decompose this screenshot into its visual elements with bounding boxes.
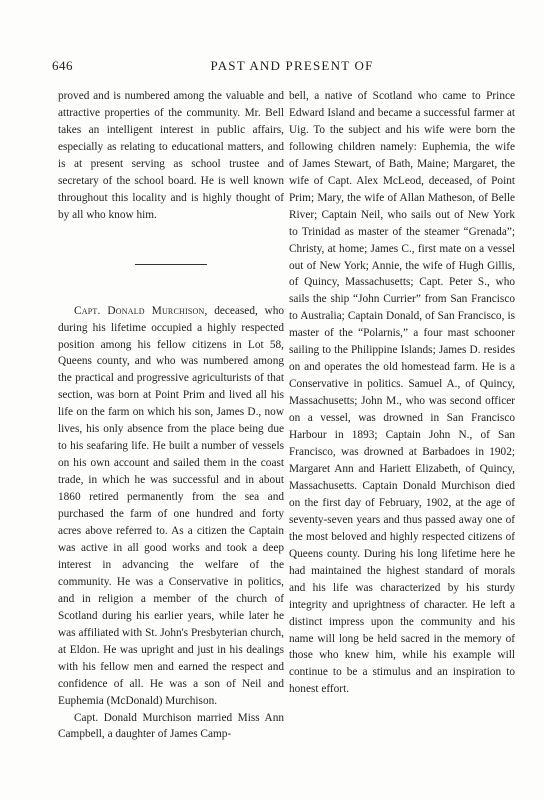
biography-body-text: deceased, who during his lifetime occupied a highly respected position among his fellow citizens in Lot 58, Queens county, and who was numbered among the practical and progressive agriculturists of that section, was born at Point Prim and lived all his life on the farm on which his son, James D., now lives, his only absence from the place being due to his seafaring life. He built a number of vessels on his own account and sailed them in the coast trade, in which he was successful and in about 1860 retired permanently from the sea and purchased the farm of one hundred and forty acres above referred to. As a citizen the Captain was active in all good works and took a deep interest in advancing the welfare of the community. He was a Conservative in politics, and in religion a member of the church of Scotland during his earlier years, while later he was affiliated with St. John's Presbyterian church, at Eldon. He was upright and just in his dealings with his fellow men and earned the respect and confidence of all. He was a son of Neil and Euphemia (McDonald) Murchison. [58, 304, 284, 707]
left-paragraph-continuation: proved and is numbered among the valuable and attractive properties of the community. Mr. Bell takes an intelligent interest in public affairs, especially as relating to educational matters, and is at present serving as school trustee and secretary of the school board. He is well known throughout this locality and is highly thought of by all who know him. [58, 90, 284, 221]
right-paragraph-children: bell, a native of Scotland who came to Prince Edward Island and became a successful farmer at Uig. To the subject and his wife were born the following children namely: Euphemia, the wife of James Stewart, of Bath, Maine; Margaret, the wife of Capt. Alex McLeod, deceased, of Point Prim; Mary, the wife of Allan Matheson, of Belle River; Captain Neil, who sails out of New York to Trinidad as master of the steamer “Grenada”; Christy, at home; James C., first mate on a vessel out of New York; Annie, the wife of Hugh Gillis, of Quincy, Massachusetts; Capt. Peter S., who sails the ship “John Currier” from San Francisco to Australia; Captain Donald, of San Francisco, is master of the “Polarnis,” a four mast schooner sailing to the Philippine Islands; James D. resides on and operates the old homestead farm. He is a Conservative in politics. Samuel A., of Quincy, Massachusetts; John M., who was second officer on a vessel, was drowned in San Francisco Harbour in 1893; Captain John N., of San Francisco, was drowned at Barbadoes in 1902; Margaret Ann and Hariett Elizabeth, of Quincy, Massachusetts. Captain Donald Murchison died on the first day of February, 1902, at the age of seventy-seven years and thus passed away one of the most beloved and highly respected citizens of Queens county. During his long lifetime here he had maintained the highest standard of morals and his life was characterized by his sturdy integrity and uprightness of character. He left a distinct impress upon the community and his name will long be held sacred in the memory of those who knew him, while his example will continue to be a stimulus and an inspiration to honest effort. [289, 90, 515, 696]
murchison-biography-paragraph [58, 303, 284, 710]
marriage-paragraph: Capt. Donald Murchison married Miss Ann Campbell, a daughter of James Camp- [58, 711, 284, 741]
section-divider [135, 264, 207, 265]
right-column [289, 88, 515, 698]
left-column [58, 88, 284, 743]
running-head: PAST AND PRESENT OF [210, 58, 374, 73]
biography-subject-name: Capt. Donald Murchison, [74, 304, 208, 317]
page-number: 646 [52, 58, 73, 73]
